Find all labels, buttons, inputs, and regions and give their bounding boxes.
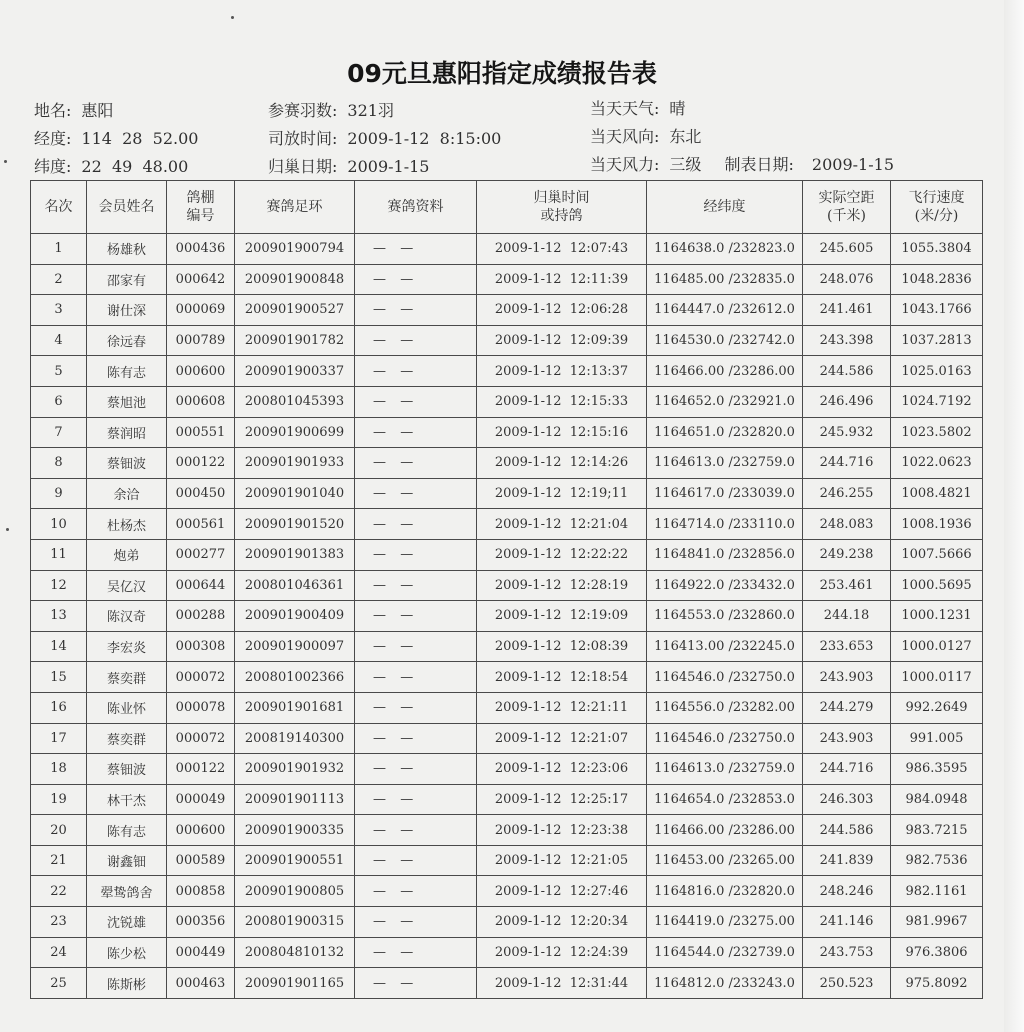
cell-distance: 248.076 (803, 264, 891, 295)
info-longitude (34, 126, 198, 149)
cell-coordinates: 1164530.0 /232742.0 (647, 325, 803, 356)
cell-loft-number: 000277 (167, 539, 235, 570)
cell-loft-number: 000288 (167, 601, 235, 632)
release-value: 2009-1-12 8:15:00 (347, 129, 502, 148)
cell-speed: 1000.5695 (891, 570, 983, 601)
table-row (31, 662, 983, 693)
cell-ring-number: 200901900097 (235, 631, 355, 662)
cell-loft-number: 000122 (167, 754, 235, 785)
table-row (31, 937, 983, 968)
cell-ring-number: 200901900337 (235, 356, 355, 387)
table-row (31, 692, 983, 723)
cell-coordinates: 1164546.0 /232750.0 (647, 723, 803, 754)
info-return-date (268, 154, 429, 177)
cell-member-name: 徐远春 (87, 325, 167, 356)
cell-arrival-time: 2009-1-12 12:11:39 (477, 264, 647, 295)
cell-rank: 6 (31, 386, 87, 417)
table-row (31, 478, 983, 509)
table-row (31, 723, 983, 754)
cell-pigeon-info: — — (355, 539, 477, 570)
cell-arrival-time: 2009-1-12 12:19;11 (477, 478, 647, 509)
cell-distance: 241.146 (803, 907, 891, 938)
cell-ring-number: 200819140300 (235, 723, 355, 754)
cell-loft-number: 000858 (167, 876, 235, 907)
info-wind-direction (590, 124, 701, 147)
cell-distance: 243.753 (803, 937, 891, 968)
table-row (31, 784, 983, 815)
table-row (31, 234, 983, 265)
cell-arrival-time: 2009-1-12 12:21:07 (477, 723, 647, 754)
cell-ring-number: 200901900848 (235, 264, 355, 295)
cell-pigeon-info: — — (355, 386, 477, 417)
cell-rank: 10 (31, 509, 87, 540)
latitude-value: 22 49 48.00 (81, 157, 189, 176)
cell-coordinates: 1164816.0 /232820.0 (647, 876, 803, 907)
cell-loft-number: 000600 (167, 815, 235, 846)
cell-speed: 1055.3804 (891, 234, 983, 265)
cell-speed: 1008.1936 (891, 509, 983, 540)
cell-rank: 20 (31, 815, 87, 846)
cell-pigeon-info: — — (355, 264, 477, 295)
cell-ring-number: 200804810132 (235, 937, 355, 968)
cell-arrival-time: 2009-1-12 12:08:39 (477, 631, 647, 662)
cell-loft-number: 000642 (167, 264, 235, 295)
column-header-speed: 飞行速度 (米/分) (891, 181, 983, 234)
cell-member-name: 沈锐雄 (87, 907, 167, 938)
cell-coordinates: 116485.00 /232835.0 (647, 264, 803, 295)
cell-coordinates: 1164419.0 /23275.00 (647, 907, 803, 938)
column-header-rank: 名次 (31, 181, 87, 234)
cell-distance: 246.255 (803, 478, 891, 509)
cell-distance: 246.496 (803, 386, 891, 417)
cell-distance: 243.903 (803, 723, 891, 754)
cell-pigeon-info: — — (355, 937, 477, 968)
cell-ring-number: 200901901933 (235, 448, 355, 479)
table-row (31, 325, 983, 356)
cell-ring-number: 200901900699 (235, 417, 355, 448)
cell-speed: 1048.2836 (891, 264, 983, 295)
cell-arrival-time: 2009-1-12 12:09:39 (477, 325, 647, 356)
cell-pigeon-info: — — (355, 234, 477, 265)
info-latitude (34, 154, 188, 177)
table-row (31, 539, 983, 570)
table-row (31, 754, 983, 785)
table-row (31, 601, 983, 632)
return-label: 归巢日期: (268, 157, 338, 176)
cell-rank: 7 (31, 417, 87, 448)
wind-dir-label: 当天风向: (590, 127, 660, 146)
table-row (31, 968, 983, 999)
cell-rank: 16 (31, 692, 87, 723)
location-label: 地名: (34, 101, 72, 120)
cell-loft-number: 000608 (167, 386, 235, 417)
table-row (31, 509, 983, 540)
cell-member-name: 蔡钿波 (87, 754, 167, 785)
table-row (31, 876, 983, 907)
cell-coordinates: 116453.00 /23265.00 (647, 845, 803, 876)
cell-member-name: 吴亿汉 (87, 570, 167, 601)
table-row (31, 907, 983, 938)
cell-ring-number: 200801046361 (235, 570, 355, 601)
table-row (31, 386, 983, 417)
cell-arrival-time: 2009-1-12 12:19:09 (477, 601, 647, 632)
cell-speed: 1000.1231 (891, 601, 983, 632)
cell-distance: 241.839 (803, 845, 891, 876)
column-header-member-name: 会员姓名 (87, 181, 167, 234)
cell-coordinates: 1164613.0 /232759.0 (647, 754, 803, 785)
cell-speed: 1025.0163 (891, 356, 983, 387)
cell-speed: 986.3595 (891, 754, 983, 785)
cell-arrival-time: 2009-1-12 12:21:04 (477, 509, 647, 540)
scan-speck (6, 528, 9, 531)
cell-rank: 5 (31, 356, 87, 387)
cell-ring-number: 200901901520 (235, 509, 355, 540)
cell-loft-number: 000356 (167, 907, 235, 938)
cell-member-name: 陈斯彬 (87, 968, 167, 999)
cell-arrival-time: 2009-1-12 12:22:22 (477, 539, 647, 570)
cell-speed: 981.9967 (891, 907, 983, 938)
cell-pigeon-info: — — (355, 692, 477, 723)
cell-coordinates: 1164841.0 /232856.0 (647, 539, 803, 570)
table-row (31, 570, 983, 601)
cell-member-name: 蔡旭池 (87, 386, 167, 417)
cell-ring-number: 200801045393 (235, 386, 355, 417)
count-value: 321羽 (347, 101, 394, 120)
cell-arrival-time: 2009-1-12 12:20:34 (477, 907, 647, 938)
cell-loft-number: 000600 (167, 356, 235, 387)
cell-member-name: 谢仕深 (87, 295, 167, 326)
cell-distance: 244.716 (803, 448, 891, 479)
cell-pigeon-info: — — (355, 356, 477, 387)
cell-rank: 8 (31, 448, 87, 479)
info-count (268, 98, 394, 121)
cell-member-name: 杨雄秋 (87, 234, 167, 265)
cell-distance: 244.716 (803, 754, 891, 785)
cell-coordinates: 1164714.0 /233110.0 (647, 509, 803, 540)
cell-rank: 17 (31, 723, 87, 754)
cell-coordinates: 116466.00 /23286.00 (647, 356, 803, 387)
cell-rank: 21 (31, 845, 87, 876)
cell-ring-number: 200901901040 (235, 478, 355, 509)
cell-distance: 244.586 (803, 356, 891, 387)
cell-distance: 248.083 (803, 509, 891, 540)
made-date-label: 制表日期: (724, 155, 794, 174)
cell-member-name: 邵家有 (87, 264, 167, 295)
cell-rank: 24 (31, 937, 87, 968)
cell-ring-number: 200901900409 (235, 601, 355, 632)
column-header-pigeon-info: 赛鸽资料 (355, 181, 477, 234)
table-row (31, 356, 983, 387)
cell-speed: 1043.1766 (891, 295, 983, 326)
cell-distance: 244.586 (803, 815, 891, 846)
info-location (34, 98, 113, 121)
cell-member-name: 余洽 (87, 478, 167, 509)
return-value: 2009-1-15 (347, 157, 430, 176)
scan-speck (4, 160, 7, 163)
cell-arrival-time: 2009-1-12 12:23:38 (477, 815, 647, 846)
cell-pigeon-info: — — (355, 417, 477, 448)
cell-loft-number: 000078 (167, 692, 235, 723)
cell-rank: 25 (31, 968, 87, 999)
cell-arrival-time: 2009-1-12 12:07:43 (477, 234, 647, 265)
cell-pigeon-info: — — (355, 601, 477, 632)
cell-speed: 975.8092 (891, 968, 983, 999)
cell-member-name: 陈有志 (87, 815, 167, 846)
cell-pigeon-info: — — (355, 325, 477, 356)
cell-rank: 9 (31, 478, 87, 509)
cell-speed: 1024.7192 (891, 386, 983, 417)
latitude-label: 纬度: (34, 157, 72, 176)
cell-ring-number: 200901900527 (235, 295, 355, 326)
cell-member-name: 李宏炎 (87, 631, 167, 662)
cell-coordinates: 116466.00 /23286.00 (647, 815, 803, 846)
cell-arrival-time: 2009-1-12 12:15:33 (477, 386, 647, 417)
table-row (31, 417, 983, 448)
info-weather (590, 96, 685, 119)
cell-coordinates: 1164652.0 /232921.0 (647, 386, 803, 417)
cell-ring-number: 200801002366 (235, 662, 355, 693)
cell-rank: 19 (31, 784, 87, 815)
longitude-label: 经度: (34, 129, 72, 148)
cell-ring-number: 200901901932 (235, 754, 355, 785)
cell-speed: 1023.5802 (891, 417, 983, 448)
cell-coordinates: 1164638.0 /232823.0 (647, 234, 803, 265)
cell-member-name: 陈有志 (87, 356, 167, 387)
cell-arrival-time: 2009-1-12 12:27:46 (477, 876, 647, 907)
column-header-distance: 实际空距 (千米) (803, 181, 891, 234)
table-row (31, 448, 983, 479)
weather-value: 晴 (669, 99, 686, 118)
cell-speed: 991.005 (891, 723, 983, 754)
cell-member-name: 蔡奕群 (87, 723, 167, 754)
cell-loft-number: 000589 (167, 845, 235, 876)
cell-coordinates: 1164922.0 /233432.0 (647, 570, 803, 601)
cell-arrival-time: 2009-1-12 12:28:19 (477, 570, 647, 601)
cell-pigeon-info: — — (355, 723, 477, 754)
cell-ring-number: 200901901113 (235, 784, 355, 815)
cell-speed: 1000.0127 (891, 631, 983, 662)
cell-ring-number: 200901901165 (235, 968, 355, 999)
cell-pigeon-info: — — (355, 876, 477, 907)
info-wind-force (590, 152, 894, 175)
cell-speed: 976.3806 (891, 937, 983, 968)
cell-speed: 1022.0623 (891, 448, 983, 479)
column-header-ring-number: 赛鸽足环 (235, 181, 355, 234)
wind-force-label: 当天风力: (590, 155, 660, 174)
cell-member-name: 陈业怀 (87, 692, 167, 723)
cell-distance: 244.279 (803, 692, 891, 723)
table-row (31, 845, 983, 876)
longitude-value: 114 28 52.00 (81, 129, 199, 148)
cell-pigeon-info: — — (355, 662, 477, 693)
made-date-value: 2009-1-15 (811, 155, 894, 174)
results-table (30, 180, 983, 999)
cell-distance: 244.18 (803, 601, 891, 632)
cell-loft-number: 000561 (167, 509, 235, 540)
cell-rank: 14 (31, 631, 87, 662)
cell-member-name: 陈汉奇 (87, 601, 167, 632)
cell-pigeon-info: — — (355, 570, 477, 601)
column-header-arrival-time: 归巢时间 或持鸽 (477, 181, 647, 234)
cell-rank: 15 (31, 662, 87, 693)
cell-speed: 1008.4821 (891, 478, 983, 509)
cell-coordinates: 116413.00 /232245.0 (647, 631, 803, 662)
cell-member-name: 炮弟 (87, 539, 167, 570)
cell-speed: 982.7536 (891, 845, 983, 876)
info-release (268, 126, 501, 149)
cell-ring-number: 200901900794 (235, 234, 355, 265)
cell-rank: 2 (31, 264, 87, 295)
cell-member-name: 谢鑫钿 (87, 845, 167, 876)
cell-loft-number: 000449 (167, 937, 235, 968)
cell-ring-number: 200901901681 (235, 692, 355, 723)
cell-loft-number: 000049 (167, 784, 235, 815)
cell-speed: 984.0948 (891, 784, 983, 815)
cell-member-name: 蔡奕群 (87, 662, 167, 693)
cell-pigeon-info: — — (355, 845, 477, 876)
cell-speed: 983.7215 (891, 815, 983, 846)
cell-coordinates: 1164553.0 /232860.0 (647, 601, 803, 632)
cell-member-name: 杜杨杰 (87, 509, 167, 540)
cell-pigeon-info: — — (355, 509, 477, 540)
cell-rank: 3 (31, 295, 87, 326)
cell-member-name: 林干杰 (87, 784, 167, 815)
cell-rank: 13 (31, 601, 87, 632)
table-row (31, 631, 983, 662)
table-header-row (31, 181, 983, 234)
page-title: 09元旦惠阳指定成绩报告表 (347, 59, 657, 88)
cell-coordinates: 1164654.0 /232853.0 (647, 784, 803, 815)
wind-force-value: 三级 (669, 155, 702, 174)
cell-ring-number: 200901900335 (235, 815, 355, 846)
cell-coordinates: 1164546.0 /232750.0 (647, 662, 803, 693)
cell-pigeon-info: — — (355, 478, 477, 509)
cell-loft-number: 000122 (167, 448, 235, 479)
cell-arrival-time: 2009-1-12 12:13:37 (477, 356, 647, 387)
weather-label: 当天天气: (590, 99, 660, 118)
cell-speed: 982.1161 (891, 876, 983, 907)
cell-coordinates: 1164651.0 /232820.0 (647, 417, 803, 448)
cell-arrival-time: 2009-1-12 12:25:17 (477, 784, 647, 815)
release-label: 司放时间: (268, 129, 338, 148)
cell-pigeon-info: — — (355, 631, 477, 662)
cell-arrival-time: 2009-1-12 12:23:06 (477, 754, 647, 785)
cell-member-name: 翚鸷鸽舍 (87, 876, 167, 907)
cell-pigeon-info: — — (355, 295, 477, 326)
cell-loft-number: 000308 (167, 631, 235, 662)
cell-distance: 248.246 (803, 876, 891, 907)
cell-arrival-time: 2009-1-12 12:24:39 (477, 937, 647, 968)
cell-distance: 250.523 (803, 968, 891, 999)
scan-speck (231, 16, 234, 19)
cell-arrival-time: 2009-1-12 12:14:26 (477, 448, 647, 479)
cell-loft-number: 000644 (167, 570, 235, 601)
cell-distance: 249.238 (803, 539, 891, 570)
cell-distance: 246.303 (803, 784, 891, 815)
cell-loft-number: 000463 (167, 968, 235, 999)
cell-rank: 22 (31, 876, 87, 907)
cell-ring-number: 200901901383 (235, 539, 355, 570)
wind-dir-value: 东北 (669, 127, 702, 146)
cell-ring-number: 200901901782 (235, 325, 355, 356)
cell-distance: 253.461 (803, 570, 891, 601)
cell-distance: 245.932 (803, 417, 891, 448)
cell-loft-number: 000072 (167, 723, 235, 754)
cell-distance: 233.653 (803, 631, 891, 662)
cell-coordinates: 1164617.0 /233039.0 (647, 478, 803, 509)
cell-speed: 1000.0117 (891, 662, 983, 693)
cell-arrival-time: 2009-1-12 12:21:11 (477, 692, 647, 723)
cell-loft-number: 000069 (167, 295, 235, 326)
cell-distance: 243.903 (803, 662, 891, 693)
cell-member-name: 陈少松 (87, 937, 167, 968)
cell-loft-number: 000436 (167, 234, 235, 265)
scan-edge (1004, 0, 1024, 1032)
column-header-loft-number: 鸽棚 编号 (167, 181, 235, 234)
table-row (31, 295, 983, 326)
cell-speed: 1037.2813 (891, 325, 983, 356)
cell-pigeon-info: — — (355, 907, 477, 938)
cell-pigeon-info: — — (355, 784, 477, 815)
cell-loft-number: 000551 (167, 417, 235, 448)
table-row (31, 815, 983, 846)
cell-ring-number: 200901900551 (235, 845, 355, 876)
cell-member-name: 蔡润昭 (87, 417, 167, 448)
cell-arrival-time: 2009-1-12 12:15:16 (477, 417, 647, 448)
cell-arrival-time: 2009-1-12 12:21:05 (477, 845, 647, 876)
cell-pigeon-info: — — (355, 754, 477, 785)
cell-distance: 245.605 (803, 234, 891, 265)
cell-rank: 1 (31, 234, 87, 265)
cell-coordinates: 1164613.0 /232759.0 (647, 448, 803, 479)
cell-rank: 12 (31, 570, 87, 601)
table-body (31, 234, 983, 999)
cell-member-name: 蔡钿波 (87, 448, 167, 479)
cell-distance: 241.461 (803, 295, 891, 326)
cell-pigeon-info: — — (355, 815, 477, 846)
count-label: 参赛羽数: (268, 101, 338, 120)
cell-pigeon-info: — — (355, 968, 477, 999)
cell-loft-number: 000789 (167, 325, 235, 356)
cell-coordinates: 1164447.0 /232612.0 (647, 295, 803, 326)
cell-ring-number: 200801900315 (235, 907, 355, 938)
cell-distance: 243.398 (803, 325, 891, 356)
cell-coordinates: 1164556.0 /23282.00 (647, 692, 803, 723)
cell-rank: 23 (31, 907, 87, 938)
column-header-coordinates: 经纬度 (647, 181, 803, 234)
cell-arrival-time: 2009-1-12 12:31:44 (477, 968, 647, 999)
cell-coordinates: 1164544.0 /232739.0 (647, 937, 803, 968)
cell-rank: 18 (31, 754, 87, 785)
cell-speed: 992.2649 (891, 692, 983, 723)
cell-arrival-time: 2009-1-12 12:18:54 (477, 662, 647, 693)
cell-loft-number: 000450 (167, 478, 235, 509)
location-value: 惠阳 (81, 101, 114, 120)
cell-pigeon-info: — — (355, 448, 477, 479)
table-row (31, 264, 983, 295)
cell-rank: 11 (31, 539, 87, 570)
cell-rank: 4 (31, 325, 87, 356)
cell-coordinates: 1164812.0 /233243.0 (647, 968, 803, 999)
cell-ring-number: 200901900805 (235, 876, 355, 907)
cell-speed: 1007.5666 (891, 539, 983, 570)
cell-loft-number: 000072 (167, 662, 235, 693)
cell-arrival-time: 2009-1-12 12:06:28 (477, 295, 647, 326)
